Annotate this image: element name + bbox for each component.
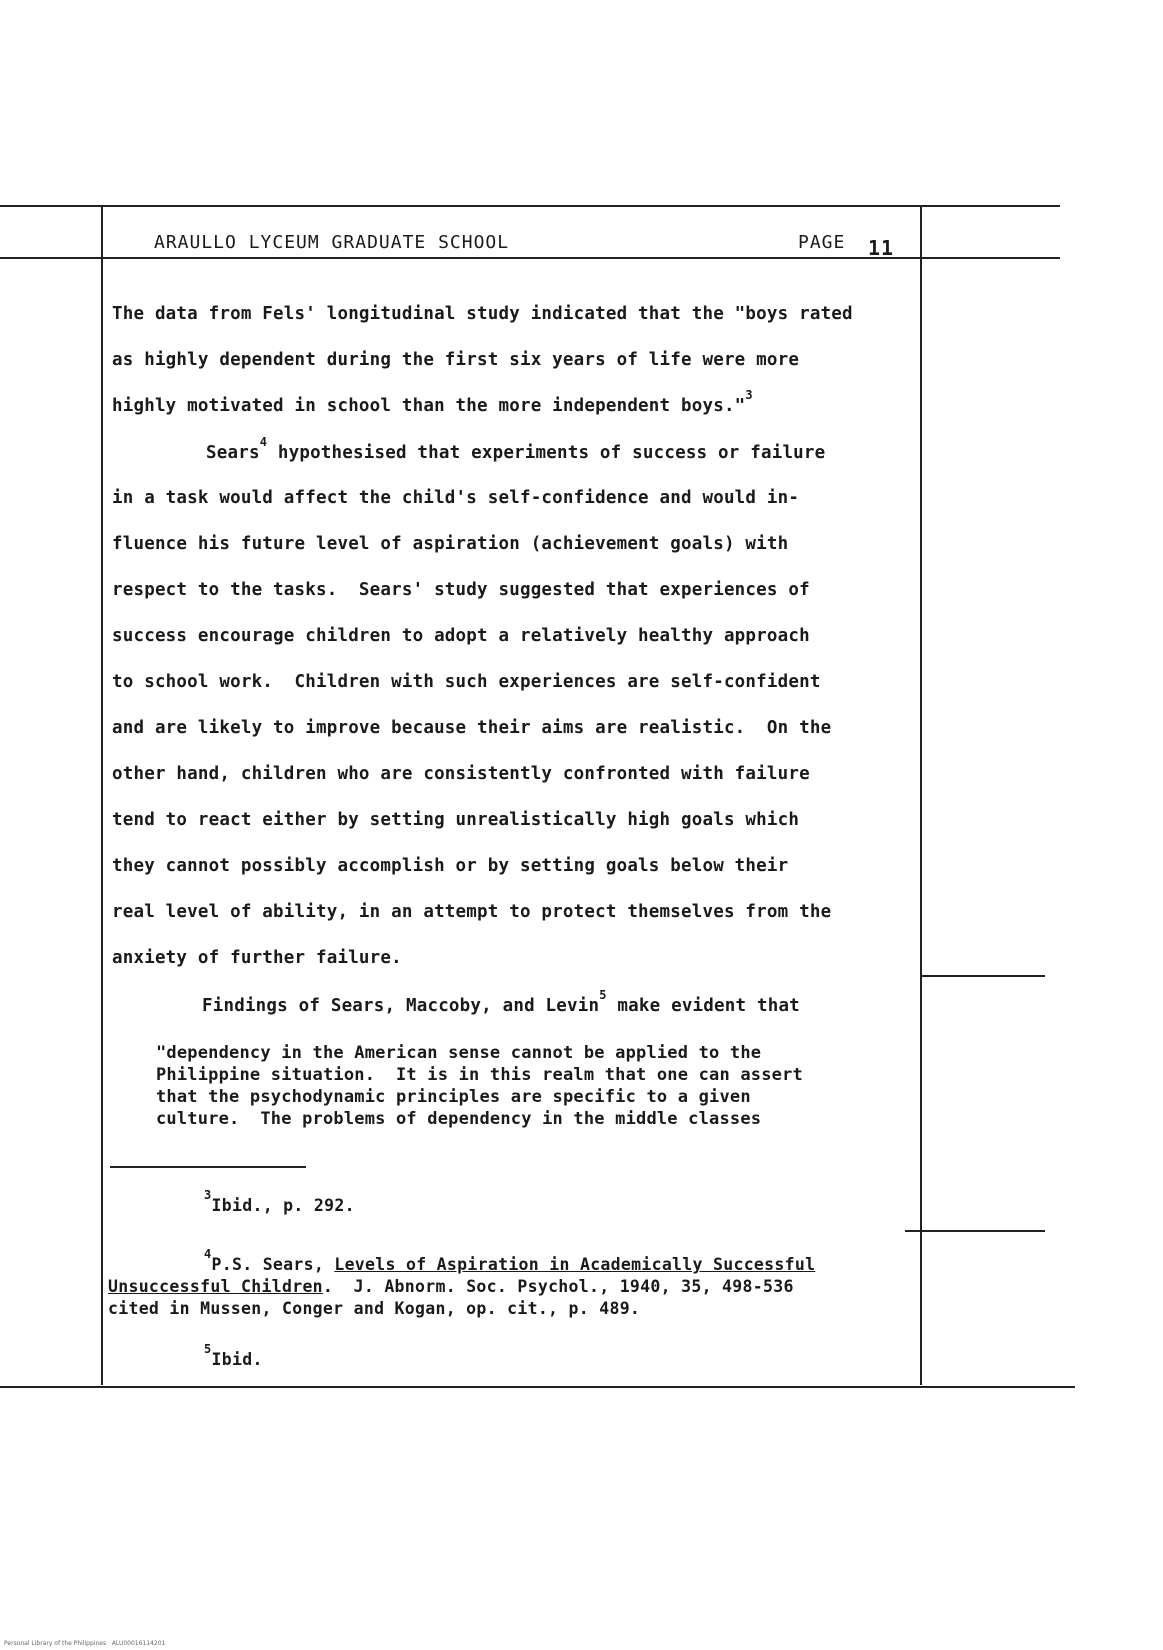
body-line-3 [112,388,753,416]
quote-line-1: "dependency in the American sense cannot be applied to the [156,1043,762,1063]
scan-footer-stamp: Personal Library of the Philippines ALU00016114201 [4,1640,166,1647]
footnote-3 [204,1188,355,1215]
para2-line-12: anxiety of further failure. [112,948,402,968]
footnote-ref-5: 5 [599,988,607,1002]
para2-start: Sears [206,443,260,463]
footnote-5-text: Ibid. [211,1350,263,1369]
body-line-1: The data from Fels' longitudinal study indicated that the "boys rated [112,304,853,324]
para3-rest: make evident that [606,996,800,1016]
para2-line-8: other hand, children who are consistently confronted with failure [112,764,810,784]
para2-line-4: respect to the tasks. Sears' study suggested that experiences of [112,580,810,600]
para3-start: Findings of Sears, Maccoby, and Levin [202,996,600,1016]
para2-line-11: real level of ability, in an attempt to protect themselves from the [112,902,832,922]
footnote-5-marker: 5 [204,1342,212,1356]
footnote-4-title-b: Unsuccessful Children [108,1277,323,1296]
footnote-4-rest-a: . J. Abnorm. Soc. Psychol., 1940, 35, 498-536 [322,1277,794,1296]
footnote-3-marker: 3 [204,1188,212,1202]
top-rule [0,205,1060,207]
footnote-4-line-3: cited in Mussen, Conger and Kogan, op. cit., p. 489. [108,1299,641,1318]
page-number: 11 [868,236,895,260]
quote-line-4: culture. The problems of dependency in the middle classes [156,1109,762,1129]
quote-line-2: Philippine situation. It is in this realm that one can assert [156,1065,803,1085]
body-line-3-text: highly motivated in school than the more independent boys." [112,396,746,416]
header-rule [0,257,1060,259]
footnote-ref-3: 3 [745,388,753,402]
footnote-separator [110,1166,306,1168]
footnote-5 [204,1342,263,1369]
para2-line-9: tend to react either by setting unrealistically high goals which [112,810,800,830]
para3-line-1 [202,988,800,1016]
school-name: ARAULLO LYCEUM GRADUATE SCHOOL [154,232,510,253]
para2-line-7: and are likely to improve because their aims are realistic. On the [112,718,832,738]
para2-rest: hypothesised that experiments of success or failure [267,443,826,463]
quote-line-3: that the psychodynamic principles are specific to a given [156,1087,751,1107]
page-label: PAGE [798,232,846,253]
footnote-4-marker: 4 [204,1247,212,1261]
right-border [920,205,922,1385]
footnote-4-line-2 [108,1277,794,1296]
footnote-4-author: P.S. Sears, [211,1255,335,1274]
bottom-rule [0,1386,1075,1388]
footnote-ref-4: 4 [259,435,268,449]
footnote-4-title-a: Levels of Aspiration in Academically Successful [334,1255,816,1274]
footnote-3-text: Ibid., p. 292. [211,1196,355,1215]
para2-line-5: success encourage children to adopt a relatively healthy approach [112,626,810,646]
footnote-4-line-1 [204,1247,816,1274]
para2-line-3: fluence his future level of aspiration (achievement goals) with [112,534,789,554]
left-border [101,205,103,1385]
para2-line-6: to school work. Children with such experiences are self-confident [112,672,821,692]
right-margin-rule-2 [905,1230,1045,1232]
para2-line-2: in a task would affect the child's self-confidence and would in- [112,488,800,508]
para2-line-10: they cannot possibly accomplish or by setting goals below their [112,856,789,876]
para2-line-1 [206,435,826,463]
right-margin-rule-1 [920,975,1045,977]
body-line-2: as highly dependent during the first six years of life were more [112,350,800,370]
